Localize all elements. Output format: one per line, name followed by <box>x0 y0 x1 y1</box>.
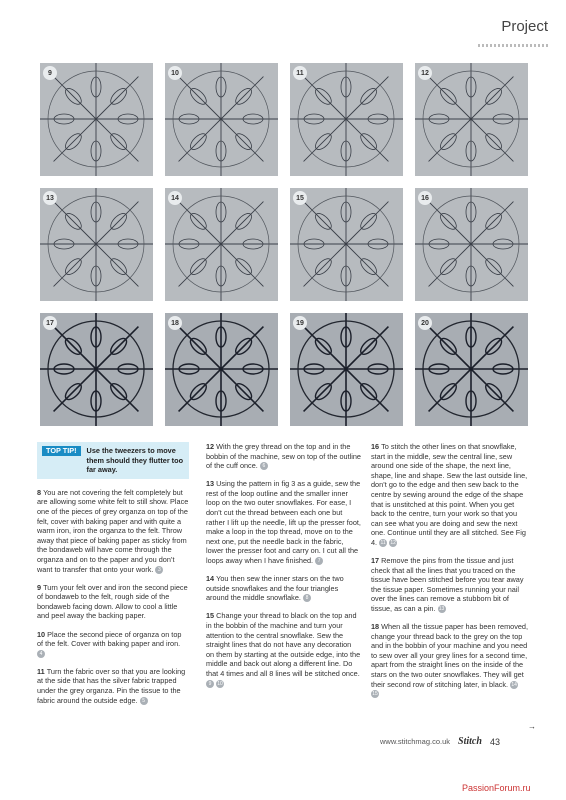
step-photo <box>290 188 403 301</box>
figure-ref-badge: 14 <box>511 681 517 688</box>
step-number-badge: 11 <box>293 66 307 80</box>
step-photo <box>165 188 278 301</box>
step-number: 8 <box>37 487 44 497</box>
instruction-step: 8 You are not covering the felt completely but are allowing some white felt to still show. Place one of the pieces of grey organza on top of the felt, cover with baking paper and with quite a warm iron, iron the organza to the felt. Throw away that piece of baking paper as sticky from the bondaweb will have come through the organza and on to the paper and you don’t want to transfer that onto your work. 3 <box>37 487 189 574</box>
footer <box>380 736 500 747</box>
top-tip-text: Use the tweezers to move them should they flutter too far away. <box>86 446 184 475</box>
step-number-badge: 16 <box>418 191 432 205</box>
instruction-step: 15 Change your thread to black on the top and in the bobbin of the machine and turn your attention to the central snowflake. Sew the straight lines that do not have any decoration on them by starting at the outside edge, into the middle and back out along a different line. Do that 4 times and all 8 lines will be stitched once. 9 10 <box>206 611 361 687</box>
column-3 <box>371 442 528 707</box>
step-number: 9 <box>37 582 44 592</box>
instruction-step: 14 You then sew the inner stars on the two outside snowflakes and the four triangles around the middle snowflake. 8 <box>206 574 344 603</box>
top-tip-label: TOP TIP! <box>42 446 81 456</box>
step-number-badge: 19 <box>293 316 307 330</box>
instruction-step: 12 With the grey thread on the top and in the bobbin of the machine, sew on top of the outline of the cuff once. 6 <box>206 442 361 471</box>
step-number: 15 <box>206 611 217 621</box>
column-1 <box>37 442 189 714</box>
figure-ref-badge: 11 <box>380 540 386 547</box>
step-photo <box>290 313 403 426</box>
step-photo <box>40 63 153 176</box>
figure-ref-badge: 15 <box>372 691 378 698</box>
step-photo <box>40 313 153 426</box>
instruction-step: 10 Place the second piece of organza on top of the felt. Cover with baking paper and iron. 4 <box>37 629 182 657</box>
figure-ref-badge: 7 <box>315 557 323 565</box>
figure-ref-badge: 6 <box>260 462 268 470</box>
header-title: Project <box>501 18 548 35</box>
figure-ref-badge: 12 <box>390 540 396 547</box>
instruction-step: 16 To stitch the other lines on that snowflake, start in the middle, sew the central line, sew around one side of the shape, the next line, shape, line and shape. Sew the last outside line, don’t go to the edge and then sew back to the centre by sewing around the edge of the shape that is unstitched at this point. When you get back to the centre, turn your work so that you can see what you are doing and sew the next one. Continue until they are all stitched. See Fig 4. 11 12 <box>371 442 528 547</box>
instruction-step: 13 Using the pattern in fig 3 as a guide, sew the rest of the loop outline and the smaller inner loop on the two outer snowflakes. For ease, I don’t cut the thread between each one but rather I lift up the needle, lift up the presser foot, make a loop in the top thread, move on to the next one, put the needle back in the fabric, lower the presser foot and carry on. I cut all the loops away when I have finished. 7 <box>206 479 361 566</box>
figure-ref-badge: 5 <box>140 697 148 705</box>
instruction-step: 18 When all the tissue paper has been removed, change your thread back to the grey on the top and in the bobbin of your machine and you need to sew over all your grey lines for a second time, apart from the straight lines on the inside of the stars on the two outer snowflakes. They will get their second row of stitching later, in black. 14 15 <box>371 622 528 698</box>
photo-grid <box>40 63 528 448</box>
figure-ref-badge: 10 <box>217 680 223 687</box>
step-number: 10 <box>37 629 48 639</box>
instruction-step: 9 Turn your felt over and iron the second piece of bondaweb to the felt, rough side of the bondaweb facing down. Allow to cool a little and peel away the backing paper. <box>37 582 188 621</box>
column-2 <box>206 442 361 697</box>
instruction-step: 11 Turn the fabric over so that you are looking at the side that has the silver fabric trapped under the grey organza. Pin the tissue to the fabric around the outside edge. 5 <box>37 666 186 705</box>
instruction-step: 17 Remove the pins from the tissue and just check that all the lines that you traced on the tissue have been stitched before you tear away the tissue paper. Sometimes running your nail over the lines can remove a stubborn bit of tissue, as can a pin. 13 <box>371 556 524 613</box>
step-number-badge: 14 <box>168 191 182 205</box>
page-header <box>501 18 548 35</box>
step-photo <box>415 313 528 426</box>
header-rule <box>478 44 548 47</box>
footer-url: www.stitchmag.co.uk <box>380 737 451 746</box>
step-photo <box>290 63 403 176</box>
step-number: 17 <box>371 556 382 566</box>
step-number-badge: 20 <box>418 316 432 330</box>
figure-ref-badge: 3 <box>155 566 163 574</box>
step-number-badge: 18 <box>168 316 182 330</box>
step-photo <box>165 63 278 176</box>
step-number: 11 <box>37 666 47 676</box>
step-number-badge: 17 <box>43 316 57 330</box>
step-number-badge: 15 <box>293 191 307 205</box>
step-photo <box>415 63 528 176</box>
step-number-badge: 13 <box>43 191 57 205</box>
step-number: 16 <box>371 442 382 451</box>
step-number: 13 <box>206 479 217 489</box>
figure-ref-badge: 4 <box>37 650 45 658</box>
top-tip <box>37 442 189 479</box>
footer-brand: Stitch <box>458 736 482 747</box>
next-page-arrow: → <box>528 722 536 731</box>
step-photo <box>40 188 153 301</box>
step-number: 18 <box>371 622 382 632</box>
watermark: PassionForum.ru <box>462 783 531 793</box>
step-photo <box>165 313 278 426</box>
figure-ref-badge: 9 <box>206 680 214 688</box>
step-photo <box>415 188 528 301</box>
step-number-badge: 9 <box>43 66 57 80</box>
step-number: 14 <box>206 574 217 584</box>
page-number: 43 <box>489 736 500 747</box>
figure-ref-badge: 13 <box>438 606 445 613</box>
step-number-badge: 10 <box>168 66 182 80</box>
step-number: 12 <box>206 442 217 451</box>
figure-ref-badge: 8 <box>303 594 311 602</box>
step-number-badge: 12 <box>418 66 432 80</box>
